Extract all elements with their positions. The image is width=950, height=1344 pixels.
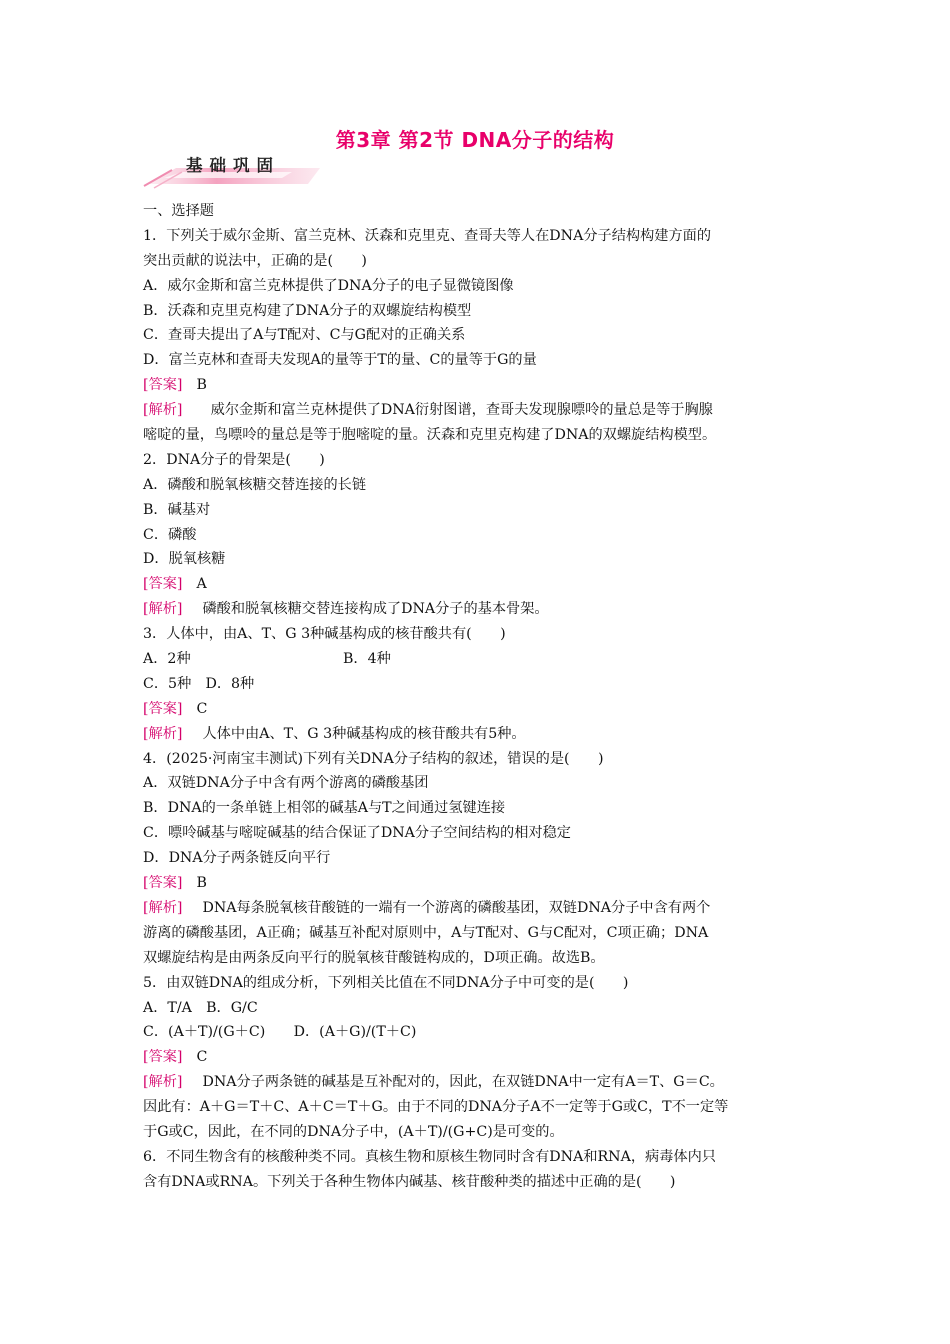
option: C．查哥夫提出了A与T配对、C与G配对的正确关系 xyxy=(143,327,466,344)
page-title: 第3章 第2节 DNA分子的结构 xyxy=(335,128,615,152)
section-heading: 一、选择题 xyxy=(143,203,214,219)
analysis-line xyxy=(143,722,811,747)
analysis-text: 威尔金斯和富兰克林提供了DNA衍射图谱，查哥夫发现腺嘌呤的量总是等于胸腺 xyxy=(196,402,713,419)
analysis-text: DNA分子两条链的碱基是互补配对的，因此，在双链DNA中一定有A＝T、G＝C。 xyxy=(202,1074,724,1091)
option: A．威尔金斯和富兰克林提供了DNA分子的电子显微镜图像 xyxy=(143,277,514,294)
option: A．双链DNA分子中含有两个游离的磷酸基团 xyxy=(143,775,429,792)
option: B．沃森和克里克构建了DNA分子的双螺旋结构模型 xyxy=(143,302,472,319)
question-list xyxy=(143,199,811,1195)
option: C．5种 D．8种 xyxy=(143,675,255,692)
answer-tag: [答案] xyxy=(143,576,183,593)
analysis-text: 嘧啶的量，鸟嘌呤的量总是等于胞嘧啶的量。沃森和克里克构建了DNA的双螺旋结构模型。 xyxy=(143,427,717,444)
option: C．嘌呤碱基与嘧啶碱基的结合保证了DNA分子空间结构的相对稳定 xyxy=(143,825,571,842)
answer-value: A xyxy=(196,576,207,593)
question-stem: 4．(2025·河南宝丰测试)下列有关DNA分子结构的叙述，错误的是( ) xyxy=(143,750,604,767)
answer-line xyxy=(143,697,811,722)
analysis-tag: [解析] xyxy=(143,402,183,419)
option: B．4种 xyxy=(343,651,391,668)
option: B．碱基对 xyxy=(143,501,211,518)
analysis-text: 游离的磷酸基团，A正确；碱基互补配对原则中，A与T配对、G与C配对，C项正确；DNA xyxy=(143,924,709,941)
analysis-text: 磷酸和脱氧核糖交替连接构成了DNA分子的基本骨架。 xyxy=(202,601,549,618)
option: A．磷酸和脱氧核糖交替连接的长链 xyxy=(143,476,367,493)
question-stem: 6．不同生物含有的核酸种类不同。真核生物和原核生物同时含有DNA和RNA，病毒体内只 xyxy=(143,1148,716,1165)
analysis-text: 因此有：A＋G＝T＋C、A＋C＝T＋G。由于不同的DNA分子A不一定等于G或C，T不一定等 xyxy=(143,1099,729,1116)
question-stem: 1．下列关于威尔金斯、富兰克林、沃森和克里克、查哥夫等人在DNA分子结构构建方面的 xyxy=(143,227,712,244)
analysis-line xyxy=(143,896,811,921)
option: A．T/A B．G/C xyxy=(143,999,258,1016)
answer-line xyxy=(143,373,811,398)
option: C．磷酸 xyxy=(143,526,197,543)
analysis-line xyxy=(143,1070,811,1095)
analysis-text: 于G或C，因此，在不同的DNA分子中，(A＋T)/(G+C)是可变的。 xyxy=(143,1123,564,1140)
analysis-tag: [解析] xyxy=(143,899,183,916)
answer-value: B xyxy=(196,377,207,394)
option: B．DNA的一条单链上相邻的碱基A与T之间通过氢键连接 xyxy=(143,800,506,817)
option: D．DNA分子两条链反向平行 xyxy=(143,850,331,867)
option: C．(A＋T)/(G＋C) D．(A＋G)/(T＋C) xyxy=(143,1024,417,1041)
answer-tag: [答案] xyxy=(143,1049,183,1066)
analysis-tag: [解析] xyxy=(143,725,183,742)
option: A．2种 xyxy=(143,651,191,668)
answer-value: B xyxy=(196,875,207,892)
answer-line xyxy=(143,871,811,896)
answer-tag: [答案] xyxy=(143,875,183,892)
answer-line xyxy=(143,1045,811,1070)
answer-value: C xyxy=(196,1049,208,1066)
option: D．富兰克林和查哥夫发现A的量等于T的量、C的量等于G的量 xyxy=(143,352,537,369)
question-stem: 3．人体中，由A、T、G 3种碱基构成的核苷酸共有( ) xyxy=(143,626,506,643)
question-stem: 5．由双链DNA的组成分析，下列相关比值在不同DNA分子中可变的是( ) xyxy=(143,974,629,991)
option-row xyxy=(143,647,811,672)
analysis-tag: [解析] xyxy=(143,601,183,618)
analysis-line xyxy=(143,398,811,423)
answer-tag: [答案] xyxy=(143,700,183,717)
answer-tag: [答案] xyxy=(143,377,183,394)
question-stem: 突出贡献的说法中，正确的是( ) xyxy=(143,252,367,269)
analysis-text: 双螺旋结构是由两条反向平行的脱氧核苷酸链构成的，D项正确。故选B。 xyxy=(143,949,605,966)
question-stem: 含有DNA或RNA。下列关于各种生物体内碱基、核苷酸种类的描述中正确的是( ) xyxy=(143,1173,676,1190)
analysis-text: DNA每条脱氧核苷酸链的一端有一个游离的磷酸基团，双链DNA分子中含有两个 xyxy=(202,899,711,916)
analysis-tag: [解析] xyxy=(143,1074,183,1091)
analysis-text: 人体中由A、T、G 3种碱基构成的核苷酸共有5种。 xyxy=(202,725,526,742)
answer-line xyxy=(143,572,811,597)
option: D．脱氧核糖 xyxy=(143,551,226,568)
analysis-line xyxy=(143,597,811,622)
section-banner-label: 基础巩固 xyxy=(186,156,280,175)
answer-value: C xyxy=(196,700,208,717)
question-stem: 2．DNA分子的骨架是( ) xyxy=(143,451,325,468)
